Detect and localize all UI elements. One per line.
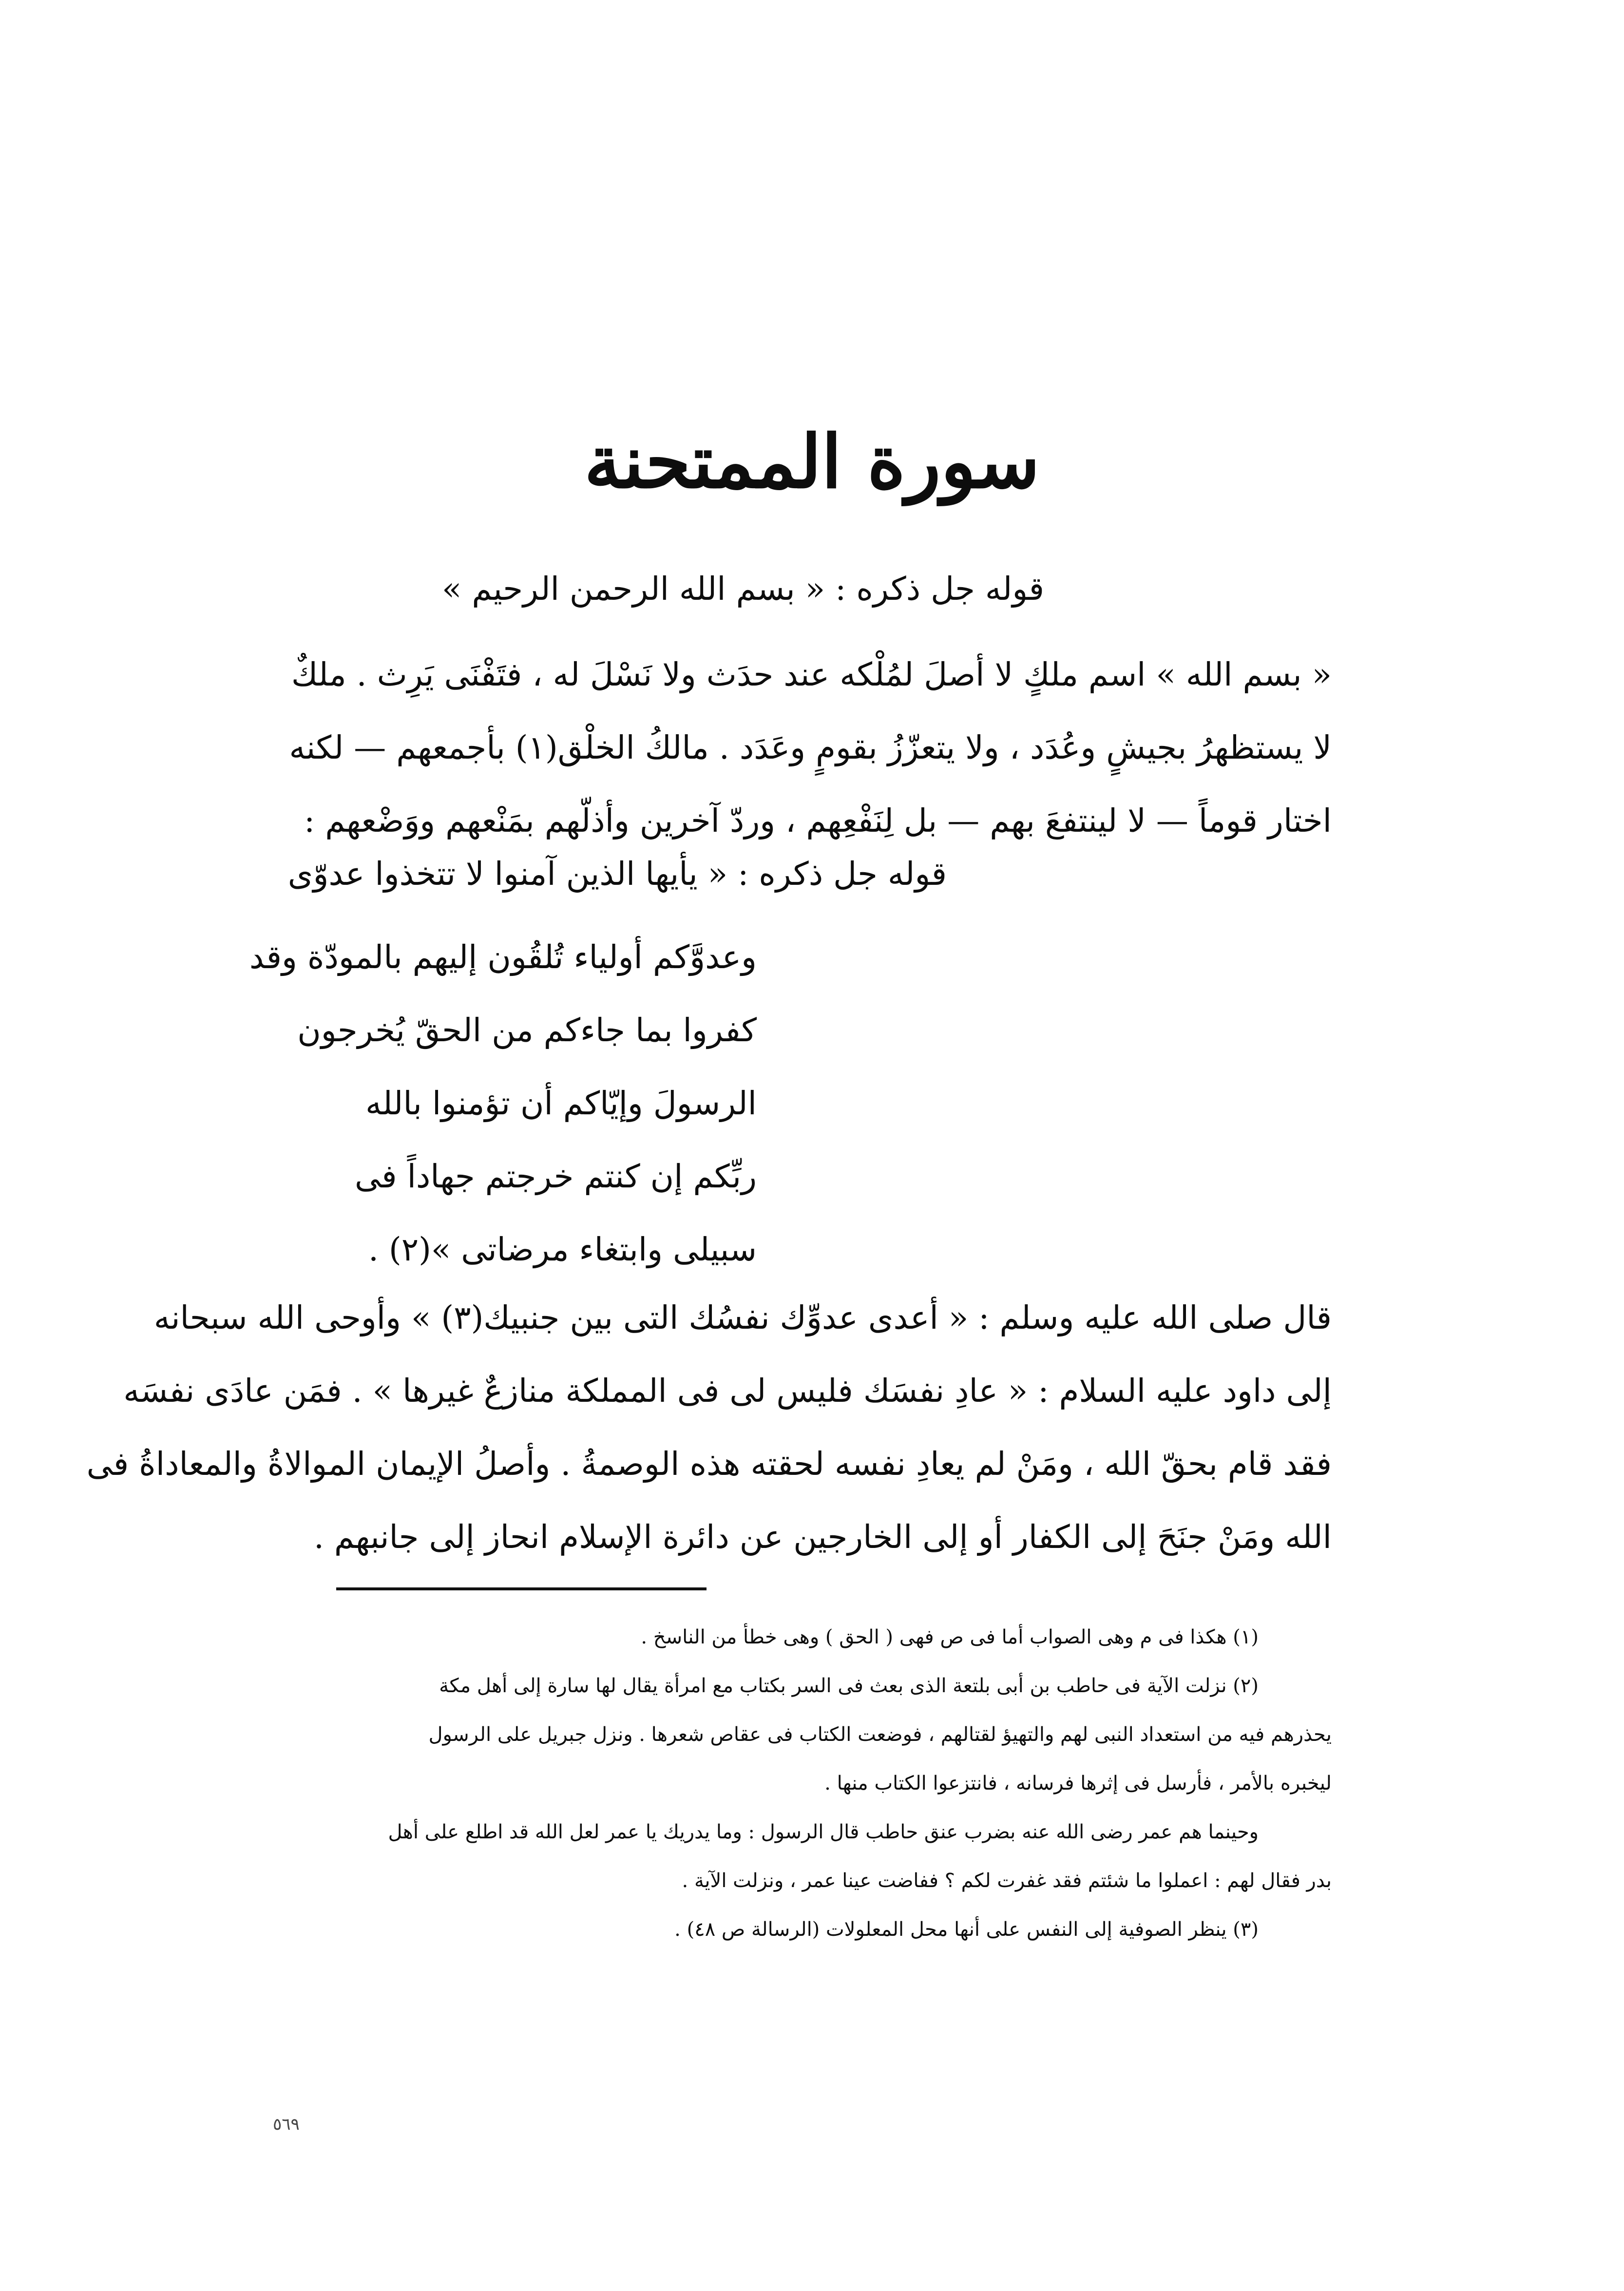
basmala-intro: قوله جل ذكره : « بسم الله الرحمن الرحيم » (442, 570, 1044, 608)
verse-intro: قوله جل ذكره : « يأيها الذين آمنوا لا تتخذوا عدوّى (287, 855, 947, 893)
paragraph-line: فقد قام بحقّ الله ، ومَنْ لم يعادِ نفسه لحقته هذه الوصمةُ . وأصلُ الإيمان الموالاةُ والمعاداةُ فى (86, 1445, 1332, 1483)
verse-line: الرسولَ وإيّاكم أن تؤمنوا بالله (365, 1085, 757, 1122)
footnote-line: (١) هكذا فى م وهى الصواب أما فى ص فهى ( الحق ) وهى خطأ من الناسخ . (641, 1626, 1259, 1648)
footnote-line: (٣) ينظر الصوفية إلى النفس على أنها محل المعلولات (الرسالة ص ٤٨) . (674, 1918, 1259, 1941)
paragraph-line: لا يستظهرُ بجيشٍ وعُدَد ، ولا يتعزّزُ بقومٍ وعَدَد . مالكُ الخلْق(١) بأجمعهم — لكنه (289, 729, 1332, 766)
surah-title: سورة الممتحنة (584, 419, 1040, 505)
footnote-line: (٢) نزلت الآية فى حاطب بن أبى بلتعة الذى بعث فى السر بكتاب مع امرأة يقال لها سارة إلى أهل مكة (439, 1675, 1259, 1697)
verse-line: كفروا بما جاءكم من الحقّ يُخرجون (297, 1012, 757, 1049)
verse-line: وعدوَّكم أولياء تُلقُون إليهم بالمودّة وقد (249, 938, 757, 976)
paragraph-line: قال صلى الله عليه وسلم : « أعدى عدوِّك نفسُك التى بين جنبيك(٣) » وأوحى الله سبحانه (153, 1299, 1332, 1336)
paragraph-line: « بسم الله » اسم ملكٍ لا أصلَ لمُلْكه عند حدَث ولا نَسْلَ له ، فتَفْنَى يَرِث . ملكٌ (291, 656, 1332, 693)
footnote-divider (336, 1587, 707, 1590)
verse-line: ربِّكم إن كنتم خرجتم جهاداً فى (355, 1158, 757, 1195)
paragraph-hadith-commentary (86, 1281, 1332, 1574)
footnotes (294, 1613, 1332, 1954)
verse-line: سبيلى وابتغاء مرضاتى »(٢) . (368, 1231, 757, 1268)
footnote-line: وحينما هم عمر رضى الله عنه بضرب عنق حاطب قال الرسول : وما يدريك يا عمر لعل الله قد اطلع على أهل (388, 1821, 1259, 1843)
paragraph-line: إلى داود عليه السلام : « عادِ نفسَك فليس لى فى المملكة منازعٌ غيرها » . فمَن عادَى نفسَه (123, 1372, 1332, 1410)
paragraph-line: الله ومَنْ جنَحَ إلى الكفار أو إلى الخارجين عن دائرة الإسلام انحاز إلى جانبهم . (313, 1518, 1332, 1556)
page-number: ٥٦٩ (273, 2115, 300, 2134)
quranic-verse-block (148, 921, 757, 1286)
paragraph-line: اختار قوماً — لا لينتفعَ بهم — بل لِنَفْعِهم ، وردّ آخرين وأذلّهم بمَنْعهم ووَضْعهم : (304, 802, 1332, 840)
paragraph-basmala-commentary (289, 638, 1332, 858)
footnote-line: ليخبره بالأمر ، فأرسل فى إثرها فرسانه ، فانتزعوا الكتاب منها . (824, 1772, 1332, 1795)
footnote-line: بدر فقال لهم : اعملوا ما شئتم فقد غفرت لكم ؟ ففاضت عينا عمر ، ونزلت الآية . (682, 1870, 1332, 1892)
footnote-line: يحذرهم فيه من استعداد النبى لهم والتهيؤ لقتالهم ، فوضعت الكتاب فى عقاص شعرها . ونزل جبريل على الرسول (428, 1723, 1332, 1746)
